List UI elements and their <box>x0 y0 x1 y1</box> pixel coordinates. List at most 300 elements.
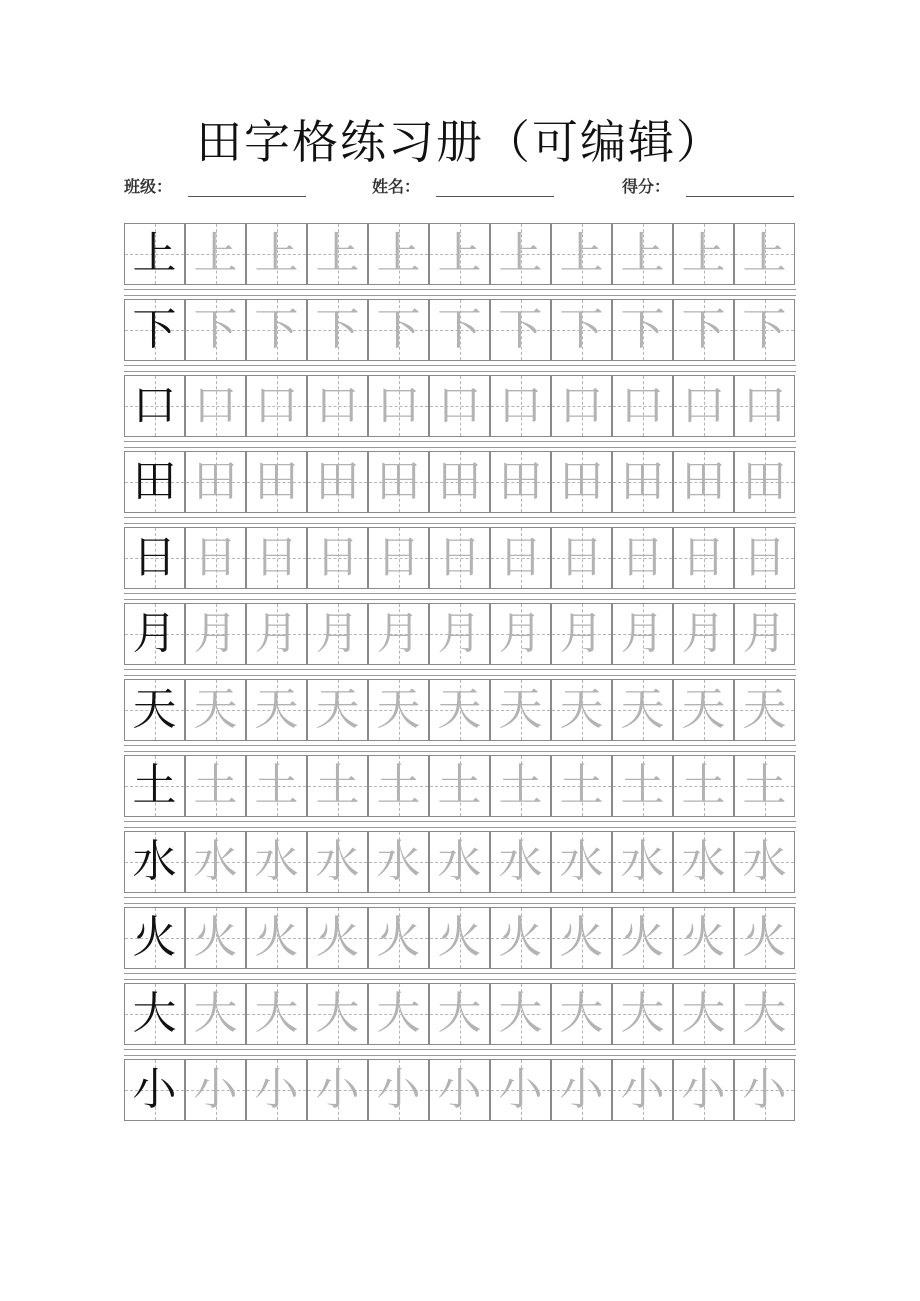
row-separator-line <box>124 827 796 828</box>
class-input-line[interactable] <box>188 196 306 197</box>
row-separator-line <box>124 441 796 442</box>
trace-cell[interactable] <box>612 1059 673 1121</box>
score-label: 得分： <box>622 177 671 196</box>
trace-character: 天 <box>254 684 299 735</box>
model-character: 上 <box>132 228 177 279</box>
trace-cell[interactable] <box>429 527 490 589</box>
trace-character: 火 <box>620 912 665 963</box>
trace-character: 大 <box>681 988 726 1039</box>
row-separator-line <box>124 447 796 448</box>
trace-character: 月 <box>742 608 787 659</box>
trace-character: 下 <box>742 304 787 355</box>
trace-character: 水 <box>681 836 726 887</box>
trace-cell[interactable] <box>368 375 429 437</box>
trace-cell[interactable] <box>307 603 368 665</box>
trace-cell[interactable] <box>490 755 551 817</box>
model-character: 下 <box>132 304 177 355</box>
row-separator-line <box>124 897 796 898</box>
trace-cell[interactable] <box>551 1059 612 1121</box>
trace-cell[interactable] <box>307 983 368 1045</box>
trace-cell[interactable] <box>185 831 246 893</box>
practice-row <box>124 679 796 741</box>
trace-character: 上 <box>193 228 238 279</box>
trace-character: 小 <box>498 1064 543 1115</box>
trace-cell[interactable] <box>368 907 429 969</box>
trace-cell[interactable] <box>185 527 246 589</box>
trace-cell[interactable] <box>368 831 429 893</box>
model-cell[interactable] <box>124 983 185 1045</box>
row-separator-line <box>124 669 796 670</box>
trace-cell[interactable] <box>551 679 612 741</box>
trace-character: 月 <box>681 608 726 659</box>
trace-character: 小 <box>742 1064 787 1115</box>
model-character: 小 <box>132 1064 177 1115</box>
trace-character: 口 <box>742 380 787 431</box>
row-separator-line <box>124 365 796 366</box>
trace-character: 大 <box>254 988 299 1039</box>
model-cell[interactable] <box>124 451 185 513</box>
trace-character: 小 <box>193 1064 238 1115</box>
class-field[interactable] <box>124 172 314 204</box>
trace-cell[interactable] <box>246 527 307 589</box>
trace-character: 土 <box>315 760 360 811</box>
trace-cell[interactable] <box>429 1059 490 1121</box>
name-field[interactable] <box>372 172 562 204</box>
trace-character: 火 <box>254 912 299 963</box>
trace-cell[interactable] <box>429 451 490 513</box>
trace-character: 天 <box>681 684 726 735</box>
trace-cell[interactable] <box>551 223 612 285</box>
model-cell[interactable] <box>124 603 185 665</box>
trace-cell[interactable] <box>246 831 307 893</box>
model-character: 火 <box>132 912 177 963</box>
trace-cell[interactable] <box>612 603 673 665</box>
trace-cell[interactable] <box>429 299 490 361</box>
trace-character: 火 <box>498 912 543 963</box>
model-character: 大 <box>132 988 177 1039</box>
trace-cell[interactable] <box>673 831 734 893</box>
trace-character: 月 <box>620 608 665 659</box>
trace-character: 水 <box>498 836 543 887</box>
trace-cell[interactable] <box>612 907 673 969</box>
trace-cell[interactable] <box>612 451 673 513</box>
trace-character: 口 <box>254 380 299 431</box>
trace-cell[interactable] <box>185 679 246 741</box>
trace-cell[interactable] <box>429 983 490 1045</box>
trace-cell[interactable] <box>734 983 795 1045</box>
trace-cell[interactable] <box>429 375 490 437</box>
trace-cell[interactable] <box>673 223 734 285</box>
trace-cell[interactable] <box>490 223 551 285</box>
trace-cell[interactable] <box>368 527 429 589</box>
trace-cell[interactable] <box>673 375 734 437</box>
trace-character: 口 <box>681 380 726 431</box>
trace-character: 水 <box>742 836 787 887</box>
practice-row <box>124 831 796 893</box>
trace-cell[interactable] <box>734 603 795 665</box>
row-separator-line <box>124 979 796 980</box>
trace-character: 月 <box>193 608 238 659</box>
trace-cell[interactable] <box>429 755 490 817</box>
trace-cell[interactable] <box>673 527 734 589</box>
model-character: 口 <box>132 380 177 431</box>
trace-cell[interactable] <box>307 527 368 589</box>
model-cell[interactable] <box>124 299 185 361</box>
trace-character: 火 <box>437 912 482 963</box>
trace-character: 月 <box>559 608 604 659</box>
trace-cell[interactable] <box>612 299 673 361</box>
trace-character: 小 <box>620 1064 665 1115</box>
trace-character: 下 <box>559 304 604 355</box>
score-field[interactable] <box>622 172 802 204</box>
model-cell[interactable] <box>124 1059 185 1121</box>
trace-cell[interactable] <box>551 755 612 817</box>
trace-cell[interactable] <box>429 907 490 969</box>
practice-row <box>124 1059 796 1121</box>
trace-cell[interactable] <box>734 907 795 969</box>
trace-cell[interactable] <box>490 375 551 437</box>
trace-character: 月 <box>315 608 360 659</box>
row-separator-line <box>124 1049 796 1050</box>
trace-character: 下 <box>437 304 482 355</box>
trace-cell[interactable] <box>368 1059 429 1121</box>
row-separator-line <box>124 745 796 746</box>
practice-row <box>124 375 796 437</box>
trace-cell[interactable] <box>673 679 734 741</box>
trace-cell[interactable] <box>246 983 307 1045</box>
trace-character: 天 <box>193 684 238 735</box>
row-separator-line <box>124 371 796 372</box>
row-separator-line <box>124 289 796 290</box>
model-character: 水 <box>132 836 177 887</box>
trace-character: 口 <box>376 380 421 431</box>
row-separator-line <box>124 751 796 752</box>
trace-character: 日 <box>315 532 360 583</box>
trace-cell[interactable] <box>368 299 429 361</box>
practice-row <box>124 299 796 361</box>
trace-character: 水 <box>376 836 421 887</box>
trace-cell[interactable] <box>673 451 734 513</box>
trace-cell[interactable] <box>673 755 734 817</box>
trace-cell[interactable] <box>734 299 795 361</box>
trace-character: 日 <box>193 532 238 583</box>
trace-character: 田 <box>498 456 543 507</box>
trace-character: 火 <box>315 912 360 963</box>
trace-character: 口 <box>437 380 482 431</box>
trace-cell[interactable] <box>185 299 246 361</box>
trace-cell[interactable] <box>185 451 246 513</box>
student-info-row <box>0 172 920 204</box>
trace-character: 月 <box>254 608 299 659</box>
trace-character: 上 <box>315 228 360 279</box>
trace-character: 大 <box>315 988 360 1039</box>
model-cell[interactable] <box>124 375 185 437</box>
trace-cell[interactable] <box>734 223 795 285</box>
trace-character: 日 <box>742 532 787 583</box>
trace-character: 水 <box>620 836 665 887</box>
trace-character: 下 <box>620 304 665 355</box>
trace-cell[interactable] <box>185 907 246 969</box>
practice-row <box>124 907 796 969</box>
trace-cell[interactable] <box>673 907 734 969</box>
trace-cell[interactable] <box>490 983 551 1045</box>
model-character: 田 <box>132 456 177 507</box>
trace-cell[interactable] <box>368 983 429 1045</box>
trace-character: 田 <box>559 456 604 507</box>
trace-cell[interactable] <box>734 527 795 589</box>
trace-cell[interactable] <box>307 831 368 893</box>
trace-character: 小 <box>559 1064 604 1115</box>
trace-cell[interactable] <box>246 299 307 361</box>
trace-cell[interactable] <box>185 983 246 1045</box>
trace-cell[interactable] <box>551 299 612 361</box>
trace-cell[interactable] <box>246 223 307 285</box>
trace-cell[interactable] <box>734 451 795 513</box>
trace-cell[interactable] <box>734 1059 795 1121</box>
trace-character: 口 <box>193 380 238 431</box>
trace-character: 水 <box>437 836 482 887</box>
trace-character: 火 <box>559 912 604 963</box>
trace-character: 下 <box>315 304 360 355</box>
model-character: 月 <box>132 608 177 659</box>
trace-cell[interactable] <box>246 1059 307 1121</box>
trace-character: 土 <box>681 760 726 811</box>
trace-cell[interactable] <box>368 451 429 513</box>
trace-character: 下 <box>498 304 543 355</box>
trace-character: 下 <box>254 304 299 355</box>
model-character: 日 <box>132 532 177 583</box>
trace-cell[interactable] <box>368 603 429 665</box>
trace-cell[interactable] <box>734 375 795 437</box>
model-character: 天 <box>132 684 177 735</box>
trace-character: 大 <box>193 988 238 1039</box>
trace-cell[interactable] <box>307 679 368 741</box>
trace-cell[interactable] <box>307 375 368 437</box>
trace-cell[interactable] <box>612 831 673 893</box>
trace-cell[interactable] <box>490 299 551 361</box>
trace-cell[interactable] <box>307 299 368 361</box>
trace-character: 下 <box>193 304 238 355</box>
trace-character: 上 <box>681 228 726 279</box>
trace-cell[interactable] <box>612 679 673 741</box>
trace-cell[interactable] <box>551 527 612 589</box>
trace-character: 下 <box>376 304 421 355</box>
trace-cell[interactable] <box>307 1059 368 1121</box>
trace-cell[interactable] <box>490 831 551 893</box>
row-separator-line <box>124 517 796 518</box>
trace-cell[interactable] <box>490 603 551 665</box>
trace-character: 火 <box>193 912 238 963</box>
model-cell[interactable] <box>124 679 185 741</box>
name-label: 姓名： <box>372 177 421 196</box>
trace-character: 月 <box>376 608 421 659</box>
trace-cell[interactable] <box>185 1059 246 1121</box>
trace-character: 大 <box>437 988 482 1039</box>
trace-character: 天 <box>559 684 604 735</box>
trace-cell[interactable] <box>612 983 673 1045</box>
row-separator-line <box>124 295 796 296</box>
trace-cell[interactable] <box>551 983 612 1045</box>
trace-character: 水 <box>254 836 299 887</box>
trace-cell[interactable] <box>673 299 734 361</box>
trace-cell[interactable] <box>307 223 368 285</box>
trace-character: 日 <box>437 532 482 583</box>
trace-cell[interactable] <box>612 755 673 817</box>
trace-character: 田 <box>193 456 238 507</box>
model-cell[interactable] <box>124 755 185 817</box>
trace-character: 日 <box>254 532 299 583</box>
row-separator-line <box>124 599 796 600</box>
trace-character: 大 <box>559 988 604 1039</box>
trace-cell[interactable] <box>673 983 734 1045</box>
trace-character: 小 <box>681 1064 726 1115</box>
trace-cell[interactable] <box>734 755 795 817</box>
trace-character: 口 <box>559 380 604 431</box>
trace-character: 田 <box>620 456 665 507</box>
trace-character: 田 <box>742 456 787 507</box>
trace-character: 田 <box>315 456 360 507</box>
trace-cell[interactable] <box>551 375 612 437</box>
row-separator-line <box>124 973 796 974</box>
row-separator-line <box>124 903 796 904</box>
trace-cell[interactable] <box>612 375 673 437</box>
trace-cell[interactable] <box>551 831 612 893</box>
trace-character: 天 <box>376 684 421 735</box>
trace-character: 土 <box>742 760 787 811</box>
trace-character: 土 <box>620 760 665 811</box>
trace-cell[interactable] <box>734 679 795 741</box>
trace-character: 火 <box>376 912 421 963</box>
row-separator-line <box>124 821 796 822</box>
trace-cell[interactable] <box>490 527 551 589</box>
trace-character: 日 <box>498 532 543 583</box>
trace-cell[interactable] <box>551 907 612 969</box>
trace-character: 天 <box>315 684 360 735</box>
trace-cell[interactable] <box>246 755 307 817</box>
trace-cell[interactable] <box>429 679 490 741</box>
trace-character: 上 <box>620 228 665 279</box>
trace-character: 月 <box>498 608 543 659</box>
trace-cell[interactable] <box>368 679 429 741</box>
trace-character: 天 <box>620 684 665 735</box>
practice-row <box>124 223 796 285</box>
trace-cell[interactable] <box>246 603 307 665</box>
trace-character: 小 <box>376 1064 421 1115</box>
practice-row <box>124 755 796 817</box>
trace-character: 小 <box>437 1064 482 1115</box>
trace-character: 上 <box>376 228 421 279</box>
trace-cell[interactable] <box>368 223 429 285</box>
trace-character: 口 <box>498 380 543 431</box>
trace-cell[interactable] <box>429 603 490 665</box>
trace-character: 日 <box>559 532 604 583</box>
trace-character: 口 <box>620 380 665 431</box>
trace-cell[interactable] <box>490 907 551 969</box>
trace-cell[interactable] <box>551 451 612 513</box>
trace-character: 田 <box>437 456 482 507</box>
trace-character: 小 <box>315 1064 360 1115</box>
trace-cell[interactable] <box>673 603 734 665</box>
trace-cell[interactable] <box>612 223 673 285</box>
trace-character: 大 <box>742 988 787 1039</box>
trace-cell[interactable] <box>307 451 368 513</box>
trace-character: 土 <box>437 760 482 811</box>
trace-character: 日 <box>376 532 421 583</box>
trace-cell[interactable] <box>551 603 612 665</box>
trace-character: 上 <box>437 228 482 279</box>
page-title: 田字格练习册（可编辑） <box>196 115 724 169</box>
trace-character: 火 <box>742 912 787 963</box>
trace-character: 火 <box>681 912 726 963</box>
trace-cell[interactable] <box>490 451 551 513</box>
trace-character: 口 <box>315 380 360 431</box>
trace-cell[interactable] <box>185 603 246 665</box>
practice-row <box>124 603 796 665</box>
trace-character: 土 <box>559 760 604 811</box>
trace-cell[interactable] <box>429 831 490 893</box>
trace-character: 田 <box>681 456 726 507</box>
trace-cell[interactable] <box>246 907 307 969</box>
practice-row <box>124 983 796 1045</box>
trace-character: 田 <box>376 456 421 507</box>
trace-character: 月 <box>437 608 482 659</box>
trace-character: 上 <box>498 228 543 279</box>
model-cell[interactable] <box>124 907 185 969</box>
trace-cell[interactable] <box>734 831 795 893</box>
trace-cell[interactable] <box>185 375 246 437</box>
trace-cell[interactable] <box>429 223 490 285</box>
trace-cell[interactable] <box>673 1059 734 1121</box>
trace-character: 上 <box>742 228 787 279</box>
name-input-line[interactable] <box>436 196 554 197</box>
row-separator-line <box>124 593 796 594</box>
trace-cell[interactable] <box>185 755 246 817</box>
trace-cell[interactable] <box>246 375 307 437</box>
trace-character: 土 <box>376 760 421 811</box>
trace-character: 下 <box>681 304 726 355</box>
practice-row <box>124 527 796 589</box>
model-cell[interactable] <box>124 831 185 893</box>
trace-character: 土 <box>498 760 543 811</box>
model-cell[interactable] <box>124 223 185 285</box>
practice-row <box>124 451 796 513</box>
trace-character: 水 <box>315 836 360 887</box>
trace-character: 土 <box>254 760 299 811</box>
class-label: 班级： <box>124 177 173 196</box>
trace-character: 上 <box>559 228 604 279</box>
trace-cell[interactable] <box>368 755 429 817</box>
model-cell[interactable] <box>124 527 185 589</box>
trace-cell[interactable] <box>246 679 307 741</box>
trace-cell[interactable] <box>612 527 673 589</box>
trace-cell[interactable] <box>185 223 246 285</box>
trace-cell[interactable] <box>490 679 551 741</box>
model-character: 土 <box>132 760 177 811</box>
trace-cell[interactable] <box>307 907 368 969</box>
trace-character: 日 <box>620 532 665 583</box>
trace-character: 日 <box>681 532 726 583</box>
trace-character: 小 <box>254 1064 299 1115</box>
row-separator-line <box>124 675 796 676</box>
trace-character: 大 <box>498 988 543 1039</box>
trace-character: 大 <box>620 988 665 1039</box>
score-input-line[interactable] <box>686 196 794 197</box>
trace-cell[interactable] <box>246 451 307 513</box>
trace-character: 上 <box>254 228 299 279</box>
trace-cell[interactable] <box>307 755 368 817</box>
trace-character: 天 <box>437 684 482 735</box>
trace-cell[interactable] <box>490 1059 551 1121</box>
